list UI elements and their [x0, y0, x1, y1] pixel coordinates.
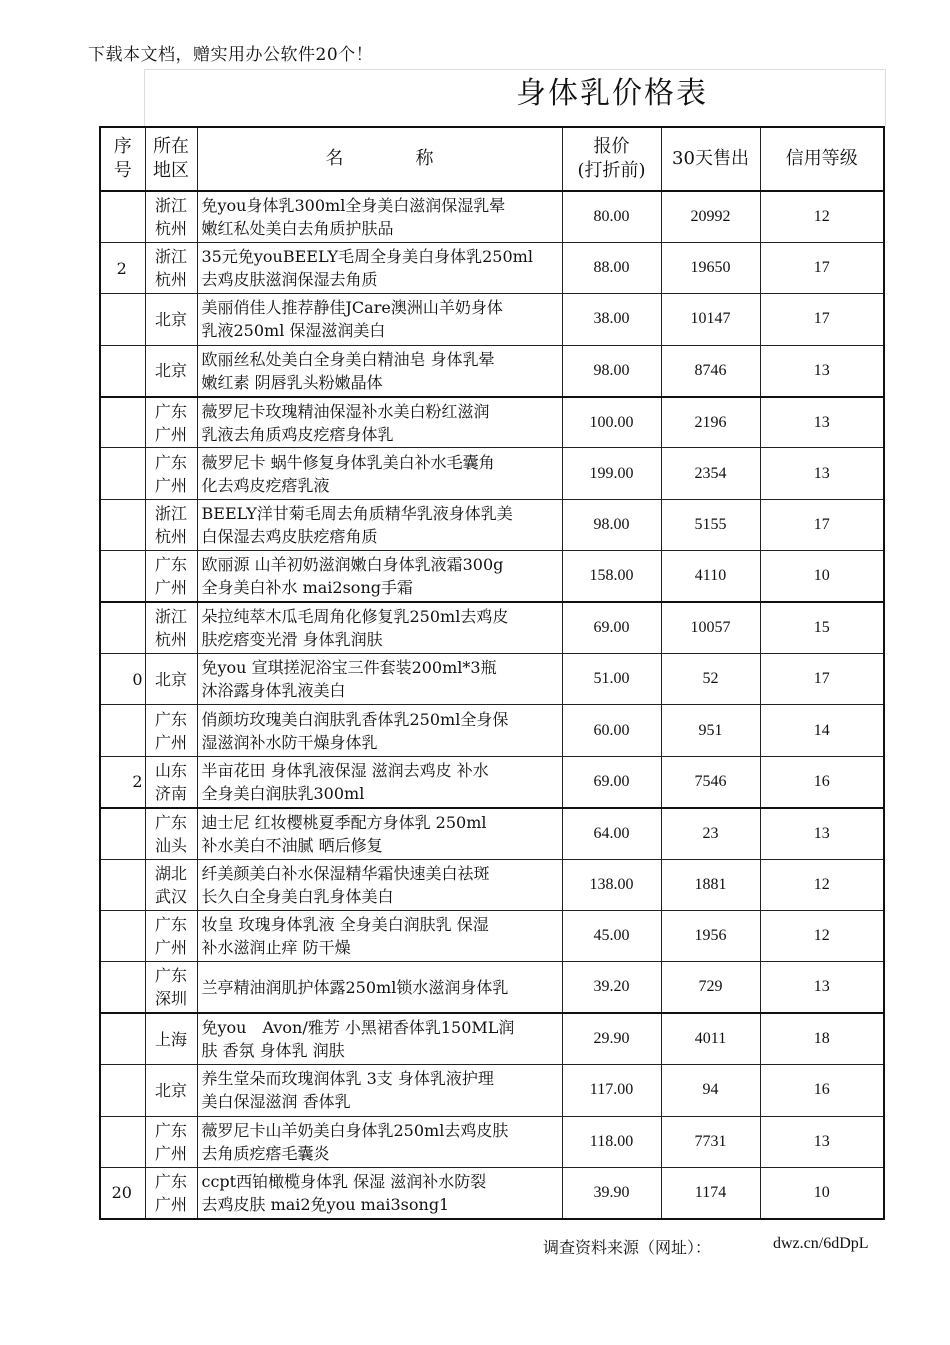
cell-price: 39.20 — [562, 962, 661, 1013]
table-row — [100, 602, 884, 653]
cell-price: 117.00 — [562, 1065, 661, 1116]
cell-region: 山东 济南 — [145, 756, 197, 807]
cell-credit: 16 — [760, 1065, 884, 1116]
cell-name: 兰亭精油润肌护体露250ml锁水滋润身体乳 — [197, 962, 562, 1013]
cell-price: 64.00 — [562, 808, 661, 859]
cell-price: 39.90 — [562, 1167, 661, 1218]
cell-name: BEELY洋甘菊毛周去角质精华乳液身体乳美 白保湿去鸡皮肤疙瘩角质 — [197, 499, 562, 550]
header-price: 报价 (打折前) — [562, 127, 661, 191]
cell-credit: 10 — [760, 551, 884, 602]
cell-name: 欧丽丝私处美白全身美白精油皂 身体乳晕 嫩红素 阴唇乳头粉嫩晶体 — [197, 345, 562, 396]
table-row — [100, 397, 884, 448]
cell-sales: 94 — [661, 1065, 760, 1116]
top-note: 下载本文档，赠实用办公软件20个！ — [88, 45, 374, 65]
cell-no: 0 — [100, 654, 145, 705]
cell-credit: 12 — [760, 191, 884, 242]
cell-price: 98.00 — [562, 345, 661, 396]
table-row — [100, 448, 884, 499]
table-row — [100, 962, 884, 1013]
table-row — [100, 191, 884, 242]
table-row — [100, 808, 884, 859]
cell-region: 广东 广州 — [145, 397, 197, 448]
cell-sales: 10147 — [661, 294, 760, 345]
cell-name: 薇罗尼卡玫瑰精油保湿补水美白粉红滋润 乳液去角质鸡皮疙瘩身体乳 — [197, 397, 562, 448]
table-row — [100, 1013, 884, 1064]
cell-name: 美丽俏佳人推荐静佳JCare澳洲山羊奶身体 乳液250ml 保湿滋润美白 — [197, 294, 562, 345]
cell-credit: 12 — [760, 859, 884, 910]
cell-sales: 10057 — [661, 602, 760, 653]
cell-no — [100, 551, 145, 602]
title-box — [144, 69, 886, 126]
cell-sales: 4011 — [661, 1013, 760, 1064]
cell-region: 湖北 武汉 — [145, 859, 197, 910]
cell-name: 纤美颜美白补水保湿精华霜快速美白祛斑 长久白全身美白乳身体美白 — [197, 859, 562, 910]
header-credit: 信用等级 — [760, 127, 884, 191]
cell-region: 广东 汕头 — [145, 808, 197, 859]
cell-name: 薇罗尼卡山羊奶美白身体乳250ml去鸡皮肤 去角质疙瘩毛囊炎 — [197, 1116, 562, 1167]
cell-no — [100, 859, 145, 910]
cell-no — [100, 1116, 145, 1167]
table-row — [100, 910, 884, 961]
cell-name: 薇罗尼卡 蜗牛修复身体乳美白补水毛囊角 化去鸡皮疙瘩乳液 — [197, 448, 562, 499]
header-row — [100, 127, 884, 191]
cell-name: ccpt西铂橄榄身体乳 保湿 滋润补水防裂 去鸡皮肤 mai2免you mai3song1 — [197, 1167, 562, 1218]
table-row — [100, 1065, 884, 1116]
table-row — [100, 499, 884, 550]
cell-price: 138.00 — [562, 859, 661, 910]
cell-sales: 19650 — [661, 242, 760, 293]
cell-no — [100, 705, 145, 756]
table-row — [100, 1116, 884, 1167]
table-row — [100, 345, 884, 396]
cell-no — [100, 397, 145, 448]
header-no: 序 号 — [100, 127, 145, 191]
cell-sales: 20992 — [661, 191, 760, 242]
table-row — [100, 294, 884, 345]
cell-name: 免you Avon/雅芳 小黑裙香体乳150ML润 肤 香氛 身体乳 润肤 — [197, 1013, 562, 1064]
cell-credit: 17 — [760, 654, 884, 705]
cell-no — [100, 808, 145, 859]
cell-credit: 13 — [760, 808, 884, 859]
table-row — [100, 551, 884, 602]
cell-credit: 14 — [760, 705, 884, 756]
cell-region: 北京 — [145, 345, 197, 396]
header-region: 所在 地区 — [145, 127, 197, 191]
cell-name: 养生堂朵而玫瑰润体乳 3支 身体乳液护理 美白保湿滋润 香体乳 — [197, 1065, 562, 1116]
cell-name: 半亩花田 身体乳液保湿 滋润去鸡皮 补水 全身美白润肤乳300ml — [197, 756, 562, 807]
cell-credit: 18 — [760, 1013, 884, 1064]
cell-no — [100, 962, 145, 1013]
cell-name: 朵拉纯萃木瓜毛周角化修复乳250ml去鸡皮 肤疙瘩变光滑 身体乳润肤 — [197, 602, 562, 653]
cell-credit: 17 — [760, 242, 884, 293]
cell-price: 118.00 — [562, 1116, 661, 1167]
cell-credit: 17 — [760, 499, 884, 550]
cell-no — [100, 1065, 145, 1116]
cell-region: 北京 — [145, 654, 197, 705]
source-label: 调查资料来源（网址）： — [543, 1238, 712, 1257]
cell-price: 51.00 — [562, 654, 661, 705]
cell-name: 免you身体乳300ml全身美白滋润保湿乳晕 嫩红私处美白去角质护肤品 — [197, 191, 562, 242]
cell-name: 迪士尼 红妆樱桃夏季配方身体乳 250ml 补水美白不油腻 晒后修复 — [197, 808, 562, 859]
cell-sales: 1881 — [661, 859, 760, 910]
cell-name: 欧丽源 山羊初奶滋润嫩白身体乳液霜300g 全身美白补水 mai2song手霜 — [197, 551, 562, 602]
cell-region: 上海 — [145, 1013, 197, 1064]
cell-price: 100.00 — [562, 397, 661, 448]
cell-sales: 1956 — [661, 910, 760, 961]
cell-no: 2 — [100, 756, 145, 807]
page-title: 身体乳价格表 — [516, 76, 708, 111]
cell-no — [100, 499, 145, 550]
cell-sales: 4110 — [661, 551, 760, 602]
cell-credit: 13 — [760, 345, 884, 396]
cell-credit: 10 — [760, 1167, 884, 1218]
cell-sales: 7546 — [661, 756, 760, 807]
table-row — [100, 654, 884, 705]
cell-name: 35元免youBEELY毛周全身美白身体乳250ml 去鸡皮肤滋润保湿去角质 — [197, 242, 562, 293]
cell-sales: 1174 — [661, 1167, 760, 1218]
cell-region: 广东 广州 — [145, 705, 197, 756]
cell-no — [100, 294, 145, 345]
source-url: dwz.cn/6dDpL — [773, 1235, 869, 1252]
cell-region: 浙江 杭州 — [145, 191, 197, 242]
cell-price: 60.00 — [562, 705, 661, 756]
cell-credit: 15 — [760, 602, 884, 653]
cell-price: 158.00 — [562, 551, 661, 602]
cell-credit: 17 — [760, 294, 884, 345]
table-row — [100, 1167, 884, 1218]
cell-credit: 12 — [760, 910, 884, 961]
cell-region: 北京 — [145, 1065, 197, 1116]
cell-region: 浙江 杭州 — [145, 499, 197, 550]
cell-price: 80.00 — [562, 191, 661, 242]
cell-name: 妆皇 玫瑰身体乳液 全身美白润肤乳 保湿 补水滋润止痒 防干燥 — [197, 910, 562, 961]
table-row — [100, 859, 884, 910]
cell-no — [100, 345, 145, 396]
cell-credit: 16 — [760, 756, 884, 807]
cell-region: 广东 广州 — [145, 910, 197, 961]
cell-sales: 8746 — [661, 345, 760, 396]
cell-price: 69.00 — [562, 756, 661, 807]
cell-region: 浙江 杭州 — [145, 242, 197, 293]
cell-price: 38.00 — [562, 294, 661, 345]
cell-no — [100, 191, 145, 242]
cell-sales: 5155 — [661, 499, 760, 550]
cell-credit: 13 — [760, 448, 884, 499]
cell-credit: 13 — [760, 1116, 884, 1167]
header-sales: 30天售出 — [661, 127, 760, 191]
price-table — [99, 126, 885, 1220]
cell-region: 广东 广州 — [145, 1167, 197, 1218]
cell-sales: 951 — [661, 705, 760, 756]
cell-no: 2 — [100, 242, 145, 293]
table-row — [100, 242, 884, 293]
cell-name: 俏颜坊玫瑰美白润肤乳香体乳250ml全身保 湿滋润补水防干燥身体乳 — [197, 705, 562, 756]
cell-price: 88.00 — [562, 242, 661, 293]
cell-sales: 729 — [661, 962, 760, 1013]
cell-sales: 52 — [661, 654, 760, 705]
cell-no: 20 — [100, 1167, 145, 1218]
cell-no — [100, 448, 145, 499]
cell-sales: 7731 — [661, 1116, 760, 1167]
cell-price: 29.90 — [562, 1013, 661, 1064]
cell-price: 199.00 — [562, 448, 661, 499]
table-row — [100, 705, 884, 756]
cell-region: 广东 深圳 — [145, 962, 197, 1013]
cell-no — [100, 602, 145, 653]
cell-name: 免you 宣琪搓泥浴宝三件套装200ml*3瓶 沐浴露身体乳液美白 — [197, 654, 562, 705]
cell-sales: 23 — [661, 808, 760, 859]
cell-price: 98.00 — [562, 499, 661, 550]
cell-sales: 2196 — [661, 397, 760, 448]
cell-credit: 13 — [760, 962, 884, 1013]
cell-region: 广东 广州 — [145, 551, 197, 602]
cell-sales: 2354 — [661, 448, 760, 499]
cell-price: 69.00 — [562, 602, 661, 653]
header-name: 名 称 — [197, 127, 562, 191]
cell-no — [100, 910, 145, 961]
cell-region: 北京 — [145, 294, 197, 345]
cell-credit: 13 — [760, 397, 884, 448]
cell-no — [100, 1013, 145, 1064]
cell-region: 广东 广州 — [145, 448, 197, 499]
cell-region: 广东 广州 — [145, 1116, 197, 1167]
table-row — [100, 756, 884, 807]
cell-price: 45.00 — [562, 910, 661, 961]
cell-region: 浙江 杭州 — [145, 602, 197, 653]
